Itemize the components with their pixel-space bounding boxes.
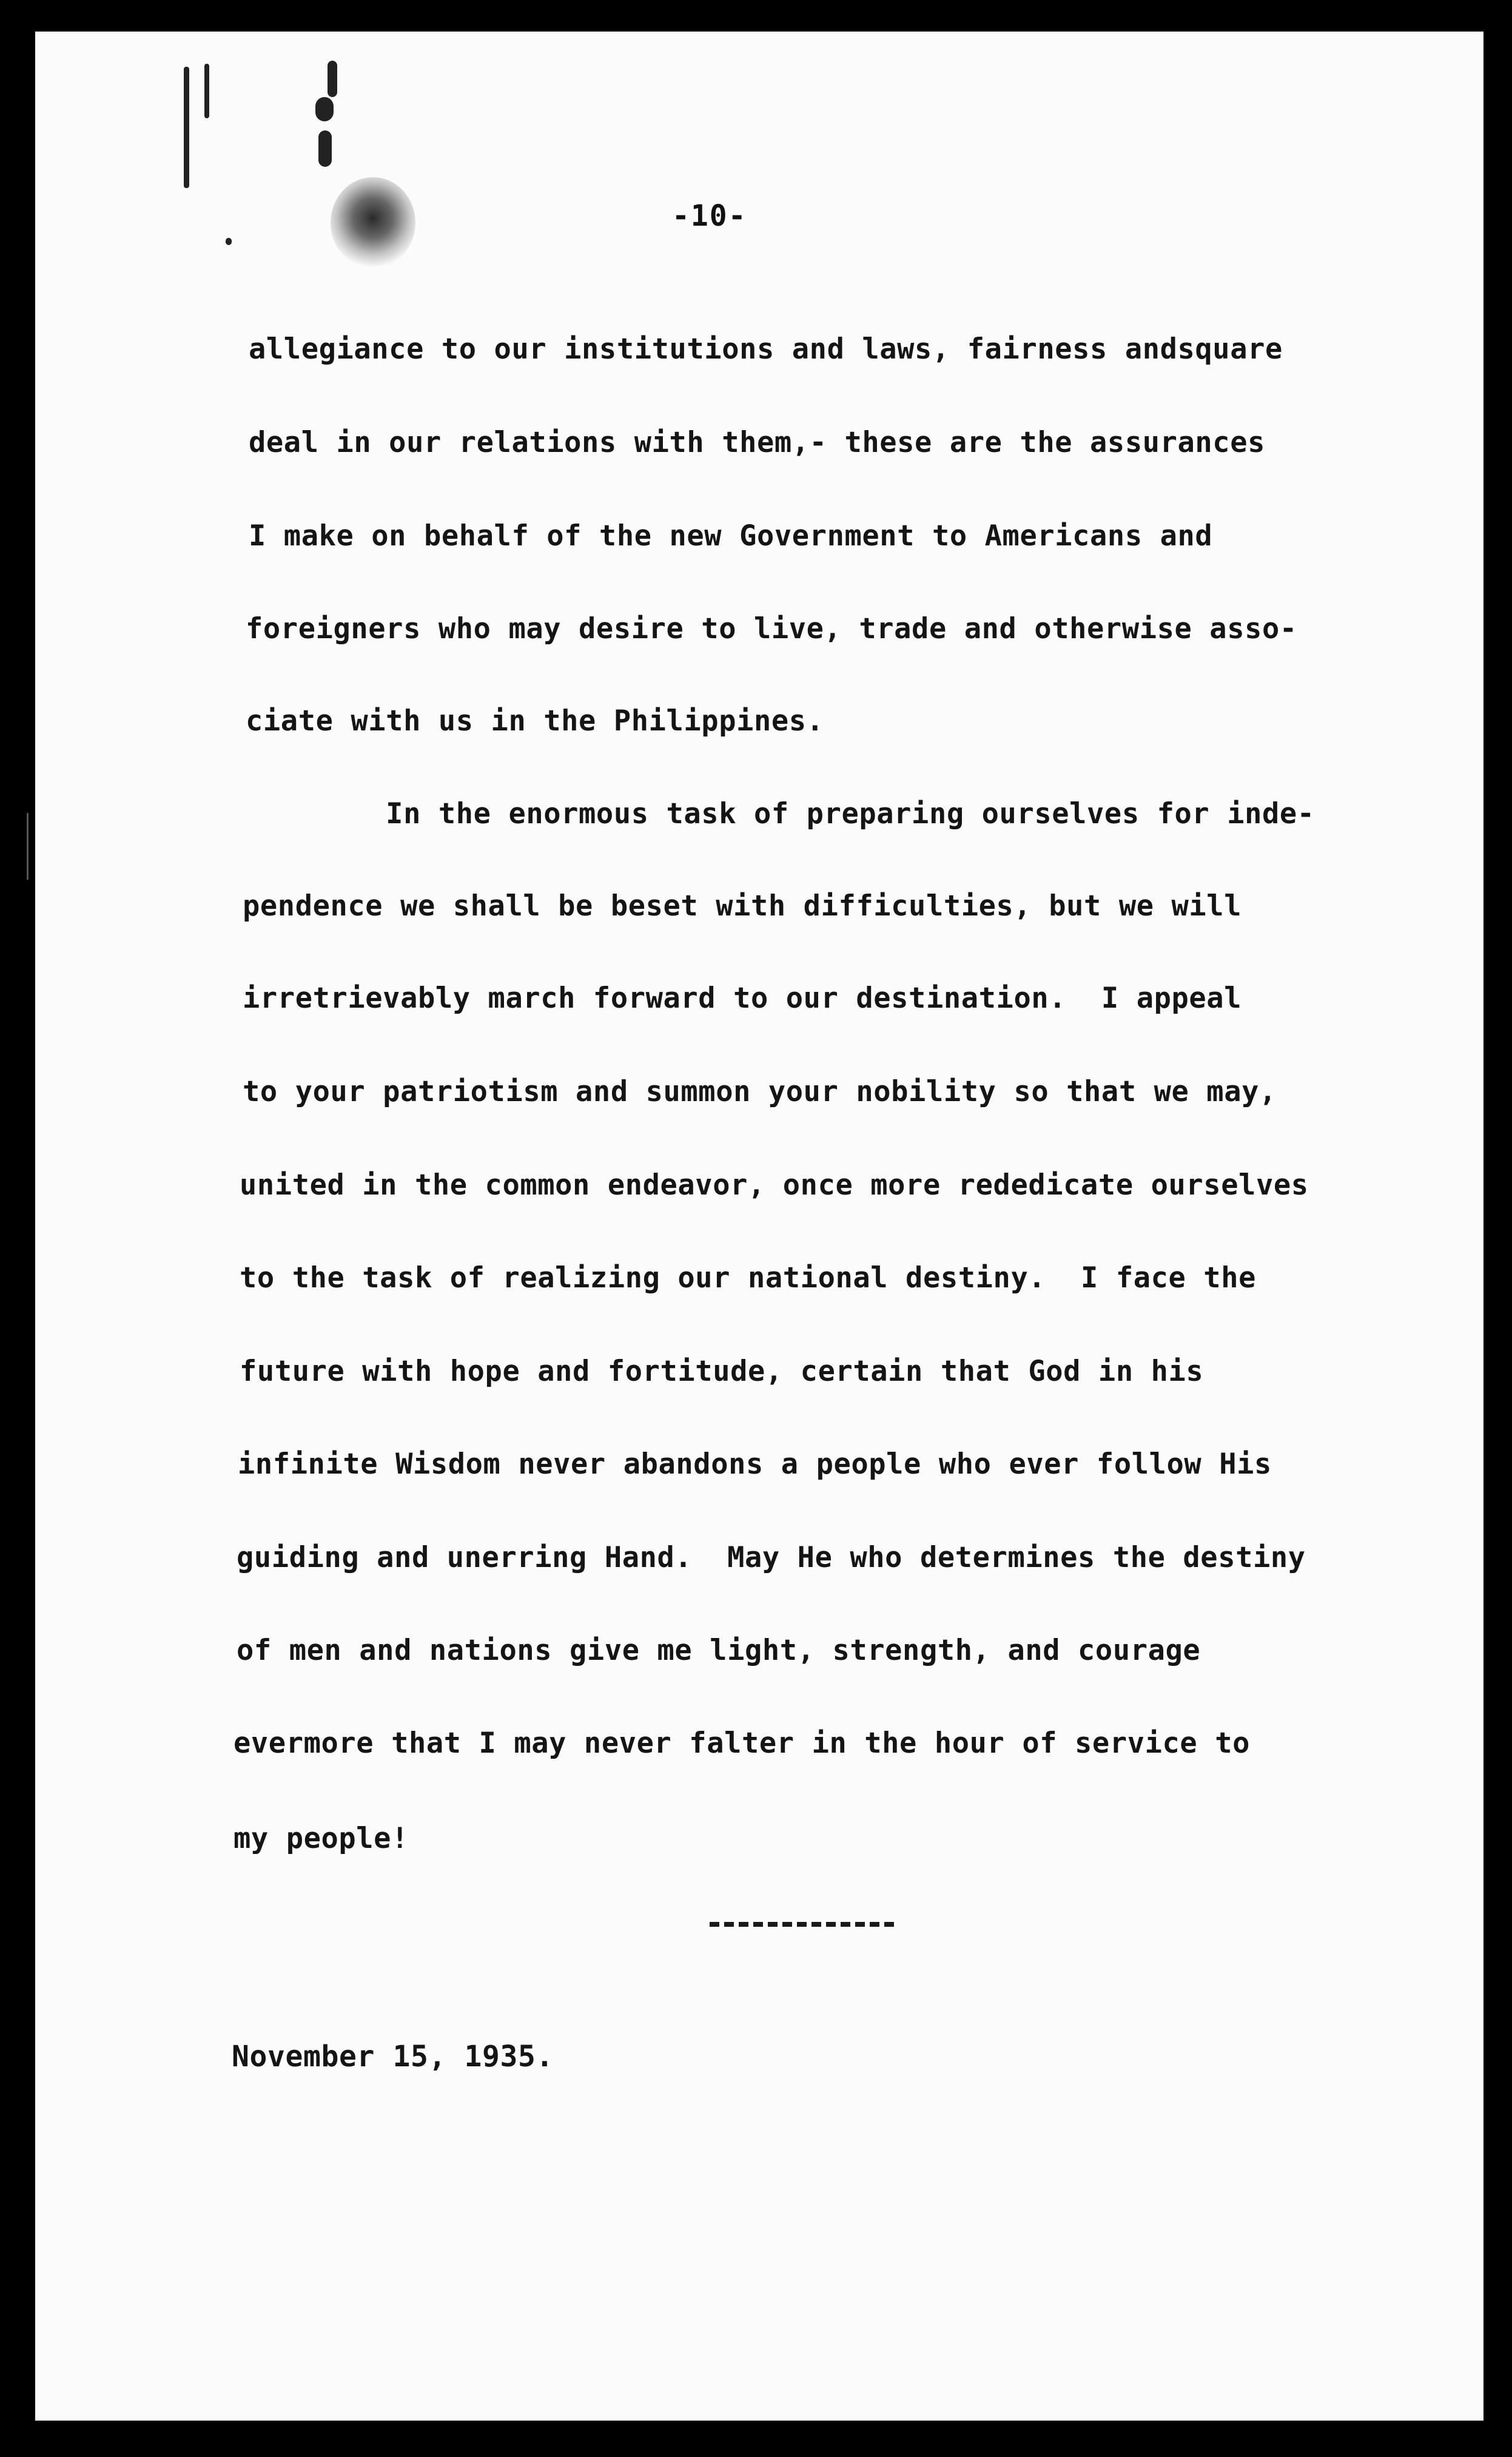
body-text-line: infinite Wisdom never abandons a people who ever follow His bbox=[238, 1448, 1272, 1481]
body-text-line: my people! bbox=[234, 1822, 409, 1855]
body-text-line: irretrievably march forward to our destination. I appeal bbox=[243, 982, 1242, 1015]
page-number: -10- bbox=[672, 199, 747, 233]
margin-ink-mark bbox=[315, 97, 334, 121]
body-text-line: evermore that I may never falter in the hour of service to bbox=[234, 1727, 1250, 1760]
body-text-line: allegiance to our institutions and laws, fairness andsquare bbox=[249, 332, 1283, 366]
body-text-line: I make on behalf of the new Government to Americans and bbox=[249, 519, 1213, 553]
margin-ink-mark bbox=[184, 67, 189, 188]
body-text-line: of men and nations give me light, strength, and courage bbox=[237, 1634, 1201, 1667]
section-separator bbox=[710, 1922, 894, 1927]
body-text-line: to your patriotism and summon your nobility so that we may, bbox=[243, 1075, 1277, 1108]
body-text-line: to the task of realizing our national destiny. I face the bbox=[240, 1261, 1256, 1295]
document-date: November 15, 1935. bbox=[232, 2040, 554, 2074]
margin-ink-mark bbox=[204, 64, 209, 118]
margin-rule bbox=[27, 813, 29, 880]
body-text-line: guiding and unerring Hand. May He who determines the destiny bbox=[237, 1541, 1306, 1574]
body-text-line: foreigners who may desire to live, trade and otherwise asso- bbox=[246, 612, 1297, 645]
body-text-line: united in the common endeavor, once more rededicate ourselves bbox=[240, 1168, 1309, 1202]
body-text-line: future with hope and fortitude, certain that God in his bbox=[240, 1355, 1204, 1388]
margin-ink-mark bbox=[318, 130, 332, 167]
margin-ink-mark bbox=[328, 61, 337, 97]
body-text-line: In the enormous task of preparing ourselves for inde- bbox=[246, 797, 1315, 831]
ink-smudge bbox=[331, 177, 415, 268]
body-text-line: deal in our relations with them,- these are the assurances bbox=[249, 426, 1265, 459]
margin-ink-mark bbox=[226, 238, 232, 245]
body-text-line: ciate with us in the Philippines. bbox=[246, 704, 824, 738]
body-text-line: pendence we shall be beset with difficulties, but we will bbox=[243, 889, 1242, 923]
